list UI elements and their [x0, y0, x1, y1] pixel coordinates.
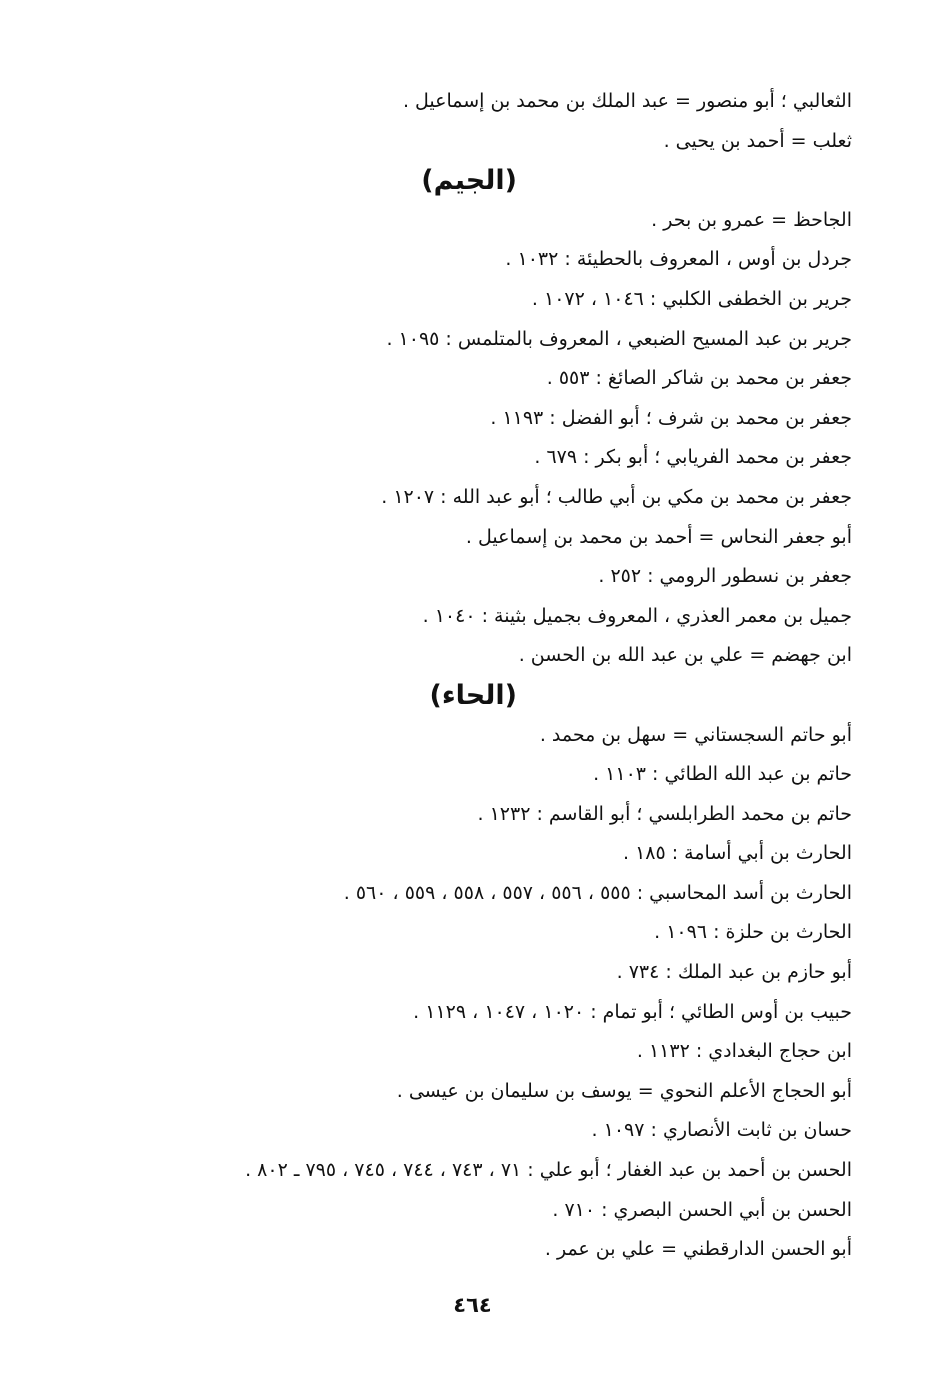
index-entry: حاتم بن عبد الله الطائي : ١١٠٣ . — [593, 763, 852, 786]
index-entry: حاتم بن محمد الطرابلسي ؛ أبو القاسم : ١٢٣٢ . — [477, 802, 852, 825]
index-entry: أبو الحجاج الأعلم النحوي = يوسف بن سليمان بن عيسى . — [396, 1079, 852, 1102]
index-entry: الحسن بن أحمد بن عبد الغفار ؛ أبو علي : ٧١ ، ٧٤٣ ، ٧٤٤ ، ٧٤٥ ، ٧٩٥ ـ ٨٠٢ . — [245, 1159, 852, 1182]
page-number: ٤٦٤ — [453, 1293, 492, 1317]
index-entry: ابن جهضم = علي بن عبد الله بن الحسن . — [518, 644, 852, 667]
index-entry: الحسن بن أبي الحسن البصري : ٧١٠ . — [552, 1198, 852, 1221]
index-entry: ثعلب = أحمد بن يحيى . — [663, 129, 852, 152]
index-entry: حسان بن ثابت الأنصاري : ١٠٩٧ . — [591, 1119, 852, 1142]
index-entry: الحارث بن أبي أسامة : ١٨٥ . — [622, 842, 852, 865]
index-entry: جعفر بن محمد بن شرف ؛ أبو الفضل : ١١٩٣ . — [490, 406, 852, 429]
index-entry: أبو حاتم السجستاني = سهل بن محمد . — [539, 723, 852, 746]
index-entry: حبيب بن أوس الطائي ؛ أبو تمام : ١٠٢٠ ، ١٠٤٧ ، ١١٢٩ . — [413, 1000, 852, 1023]
index-entry: ابن حجاج البغدادي : ١١٣٢ . — [636, 1040, 852, 1063]
index-entry: جرير بن عبد المسيح الضبعي ، المعروف بالمتلمس : ١٠٩٥ . — [386, 327, 852, 350]
index-entry: جردل بن أوس ، المعروف بالحطيئة : ١٠٣٢ . — [505, 248, 852, 271]
index-entry: جرير بن الخطفى الكلبي : ١٠٤٦ ، ١٠٧٢ . — [531, 287, 852, 310]
index-entry: الحارث بن حلزة : ١٠٩٦ . — [654, 921, 852, 944]
index-entry: جعفر بن محمد بن مكي بن أبي طالب ؛ أبو عبد الله : ١٢٠٧ . — [381, 485, 852, 508]
index-entry: الجاحظ = عمرو بن بحر . — [651, 208, 852, 231]
index-entry: جعفر بن محمد بن شاكر الصائغ : ٥٥٣ . — [546, 367, 852, 390]
index-entry: الحارث بن أسد المحاسبي : ٥٥٥ ، ٥٥٦ ، ٥٥٧ ، ٥٥٨ ، ٥٥٩ ، ٥٦٠ . — [343, 881, 852, 904]
index-entry: جعفر بن محمد الفريابي ؛ أبو بكر : ٦٧٩ . — [534, 446, 852, 469]
index-entry: جعفر بن نسطور الرومي : ٢٥٢ . — [598, 565, 852, 588]
index-entries — [72, 82, 852, 1270]
index-entry: أبو حازم بن عبد الملك : ٧٣٤ . — [616, 961, 852, 984]
index-entry: أبو جعفر النحاس = أحمد بن محمد بن إسماعيل . — [465, 525, 852, 548]
index-entry: الثعالبي ؛ أبو منصور = عبد الملك بن محمد بن إسماعيل . — [402, 90, 852, 112]
index-entry: أبو الحسن الدارقطني = علي بن عمر . — [544, 1238, 852, 1261]
section-heading: (الجيم) — [421, 165, 517, 197]
section-heading: (الحاء) — [429, 679, 517, 711]
index-entry: جميل بن معمر العذري ، المعروف بجميل بثينة : ١٠٤٠ . — [422, 604, 852, 627]
